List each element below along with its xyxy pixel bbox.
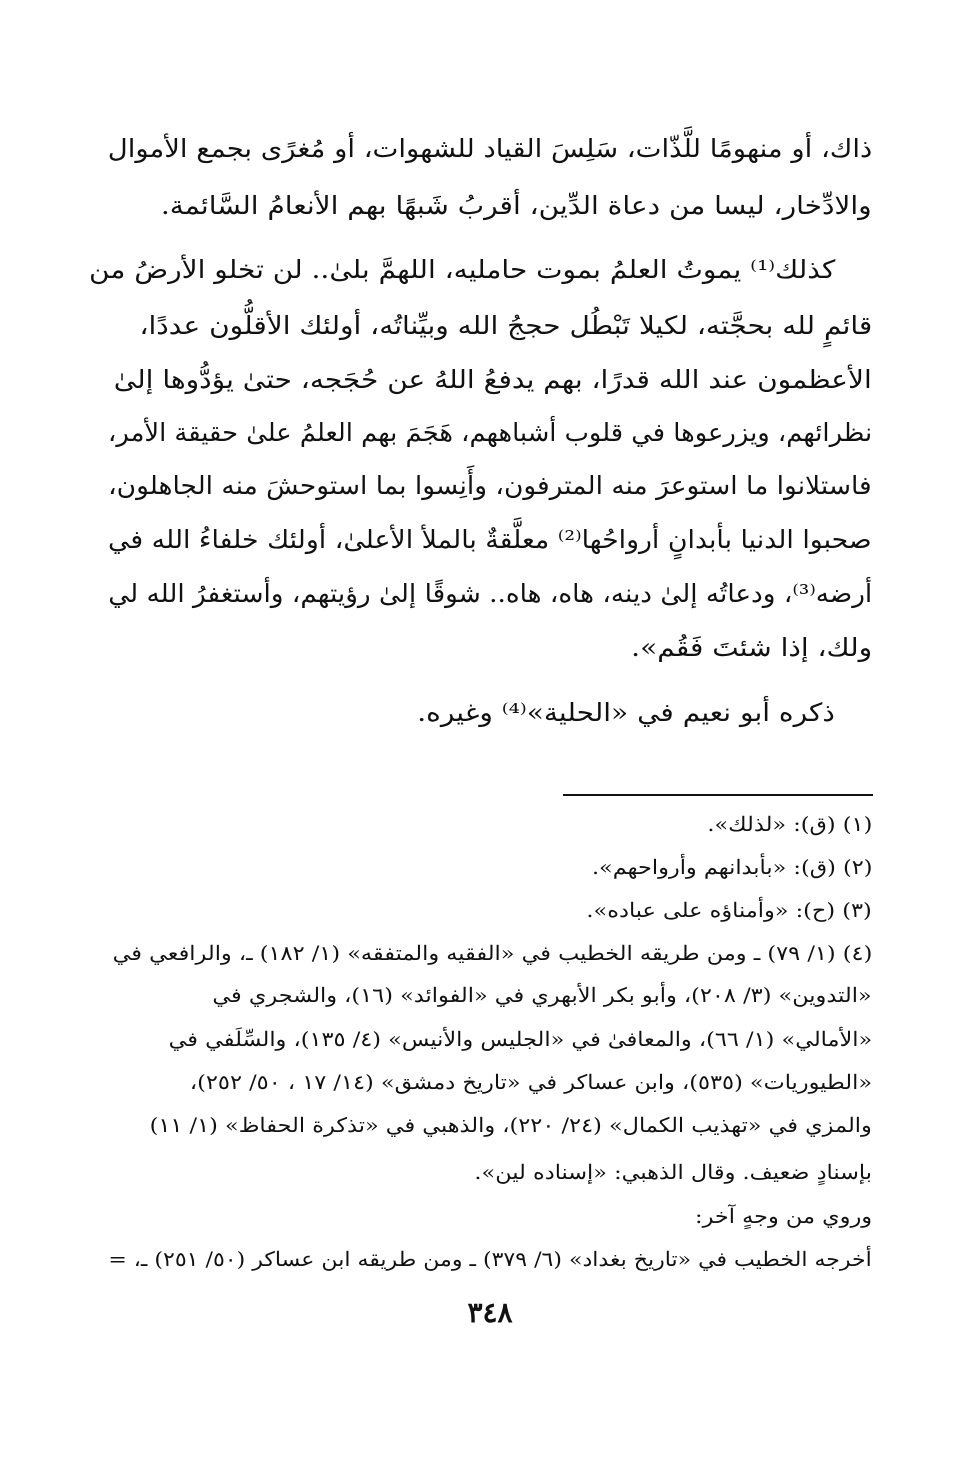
text-line: الأعظمون عند الله قدرًا، بهم يدفعُ اللهُ عن حُجَجه، حتىٰ يؤدُّوها إلىٰ (114, 365, 872, 394)
text-line: صحبوا الدنيا بأبدانٍ أرواحُها⁽²⁾ معلَّقةٌ بالملأ الأعلىٰ، أولئك خلفاءُ الله في (108, 525, 872, 554)
footnote-line: «الأمالي» (١/ ٦٦)، والمعافىٰ في «الجليس والأنيس» (٤/ ١٣٥)، والسِّلَفي في (168, 1027, 872, 1051)
footnote-line: والمزي في «تهذيب الكمال» (٢٤/ ٢٢٠)، والذهبي في «تذكرة الحفاظ» (١/ ١١) (149, 1113, 872, 1137)
text-line: فاستلانوا ما استوعرَ منه المترفون، وأَنِسوا بما استوحشَ منه الجاهلون، (108, 471, 872, 500)
text-line: والادِّخار، ليسا من دعاة الدِّين، أقربُ شَبهًا بهم الأنعامُ السَّائمة. (161, 191, 872, 220)
footnote-line: (٢) (ق): «بأبدانهم وأرواحهم». (591, 855, 872, 879)
text-line: ولك، إذا شئتَ فَقُم». (630, 633, 872, 662)
footnote-line: (٣) (ح): «وأمناؤه على عباده». (586, 898, 872, 922)
text-line: ذكره أبو نعيم في «الحلية»⁽⁴⁾ وغيره. (417, 698, 835, 727)
text-line: كذلك⁽¹⁾ يموتُ العلمُ بموت حامليه، اللهمَّ بلىٰ.. لن تخلو الأرضُ من (88, 255, 835, 284)
footnote-line: أخرجه الخطيب في «تاريخ بغداد» (٦/ ٣٧٩) ـ ومن طريقه ابن عساكر (٥٠/ ٢٥١) ـ، = (108, 1247, 872, 1271)
footnote-line: (١) (ق): «لذلك». (707, 812, 872, 836)
text-line: أرضه⁽³⁾، ودعاتُه إلىٰ دينه، هاه، هاه.. شوقًا إلىٰ رؤيتهم، وأستغفرُ الله لي (107, 579, 872, 608)
footnote-line: وروي من وجهٍ آخر: (694, 1204, 872, 1228)
text-line: قائمٍ لله بحجَّته، لكيلا تَبْطُل حججُ الله وبيِّناتُه، أولئك الأقلُّون عددًا، (139, 311, 872, 340)
footnote-divider (563, 794, 873, 796)
page-number: ٣٤٨ (467, 1296, 513, 1329)
text-line: نظرائهم، ويزرعوها في قلوب أشباههم، هَجَمَ بهم العلمُ علىٰ حقيقة الأمر، (107, 418, 872, 447)
text-line: ذاك، أو منهومًا للَّذّات، سَلِسَ القياد للشهوات، أو مُغرًى بجمع الأموال (107, 134, 872, 163)
footnote-line: (٤) (١/ ٧٩) ـ ومن طريقه الخطيب في «الفقيه والمتفقه» (١/ ١٨٢) ـ، والرافعي في (112, 941, 872, 965)
footnote-line: «الطيوريات» (٥٣٥)، وابن عساكر في «تاريخ دمشق» (١٤/ ١٧ ، ٥٠/ ٢٥٢)، (189, 1070, 872, 1094)
footnote-line: بإسنادٍ ضعيف. وقال الذهبي: «إسناده لين». (474, 1160, 872, 1184)
footnote-line: «التدوين» (٣/ ٢٠٨)، وأبو بكر الأبهري في «الفوائد» (١٦)، والشجري في (212, 983, 872, 1007)
